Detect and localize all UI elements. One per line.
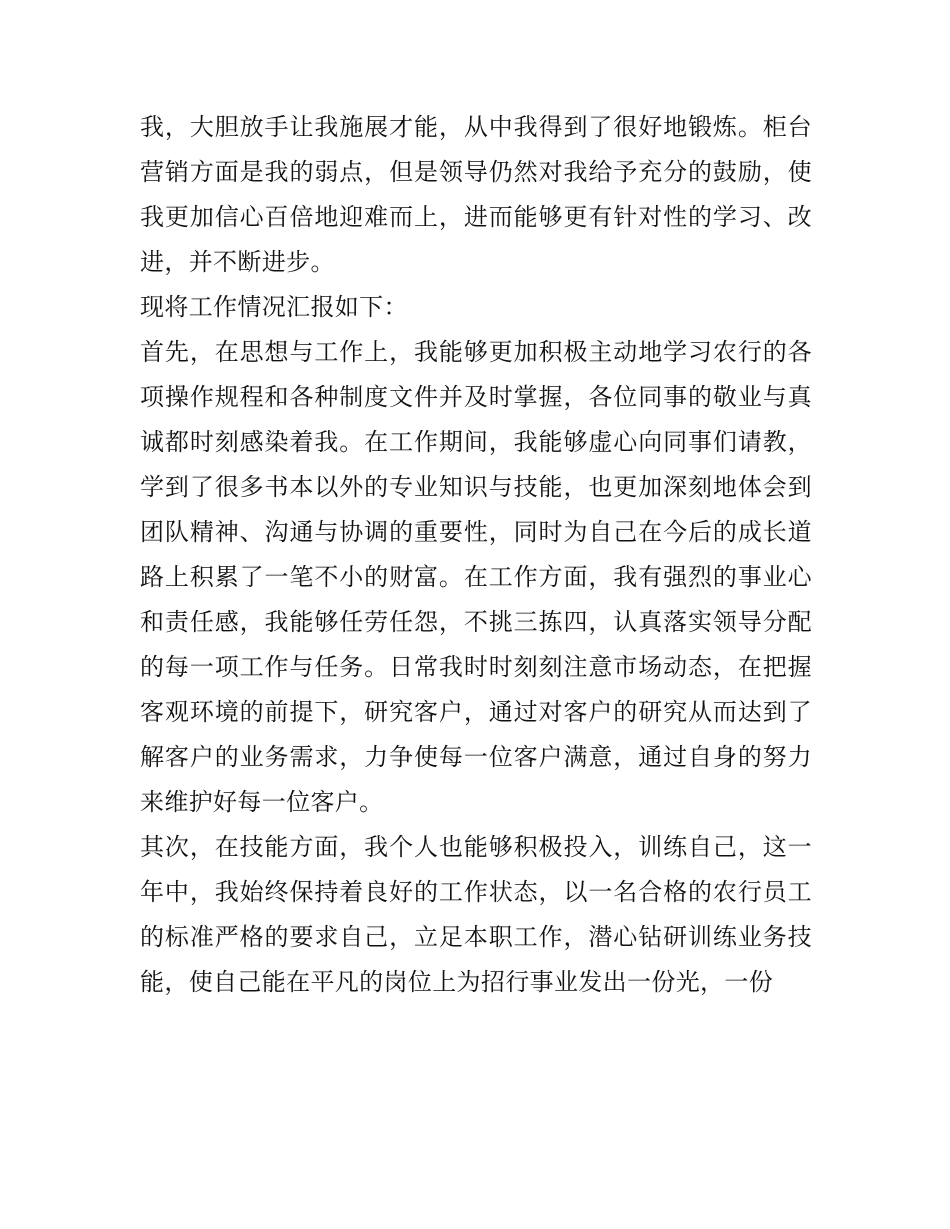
paragraph-report-intro: 现将工作情况汇报如下： (140, 293, 408, 321)
paragraph-continuation: 我，大胆放手让我施展才能，从中我得到了很好地锻炼。柜台营销方面是我的弱点，但是领导仍然对我给予充分的鼓励，使我更加信心百倍地迎难而上，进而能够更有针对性的学习、改进，并不断进步。 (140, 113, 812, 276)
paragraph-first-point: 首先，在思想与工作上，我能够更加积极主动地学习农行的各项操作规程和各种制度文件并及时掌握，各位同事的敬业与真诚都时刻感染着我。在工作期间，我能够虚心向同事们请教，学到了很多书本以外的专业知识与技能，也更加深刻地体会到团队精神、沟通与协调的重要性，同时为自己在今后的成长道路上积累了一笔不小的财富。在工作方面，我有强烈的事业心和责任感，我能够任劳任怨，不挑三拣四，认真落实领导分配的每一项工作与任务。日常我时时刻刻注意市场动态，在把握客观环境的前提下，研究客户，通过对客户的研究从而达到了解客户的业务需求，力争使每一位客户满意，通过自身的努力来维护好每一位客户。 (140, 338, 812, 816)
paragraph-second-point: 其次，在技能方面，我个人也能够积极投入，训练自己，这一年中，我始终保持着良好的工作状态，以一名合格的农行员工的标准严格的要求自己，立足本职工作，潜心钻研训练业务技能，使自己能在平凡的岗位上为招行事业发出一份光，一份 (140, 833, 812, 996)
document-body (140, 105, 812, 1005)
